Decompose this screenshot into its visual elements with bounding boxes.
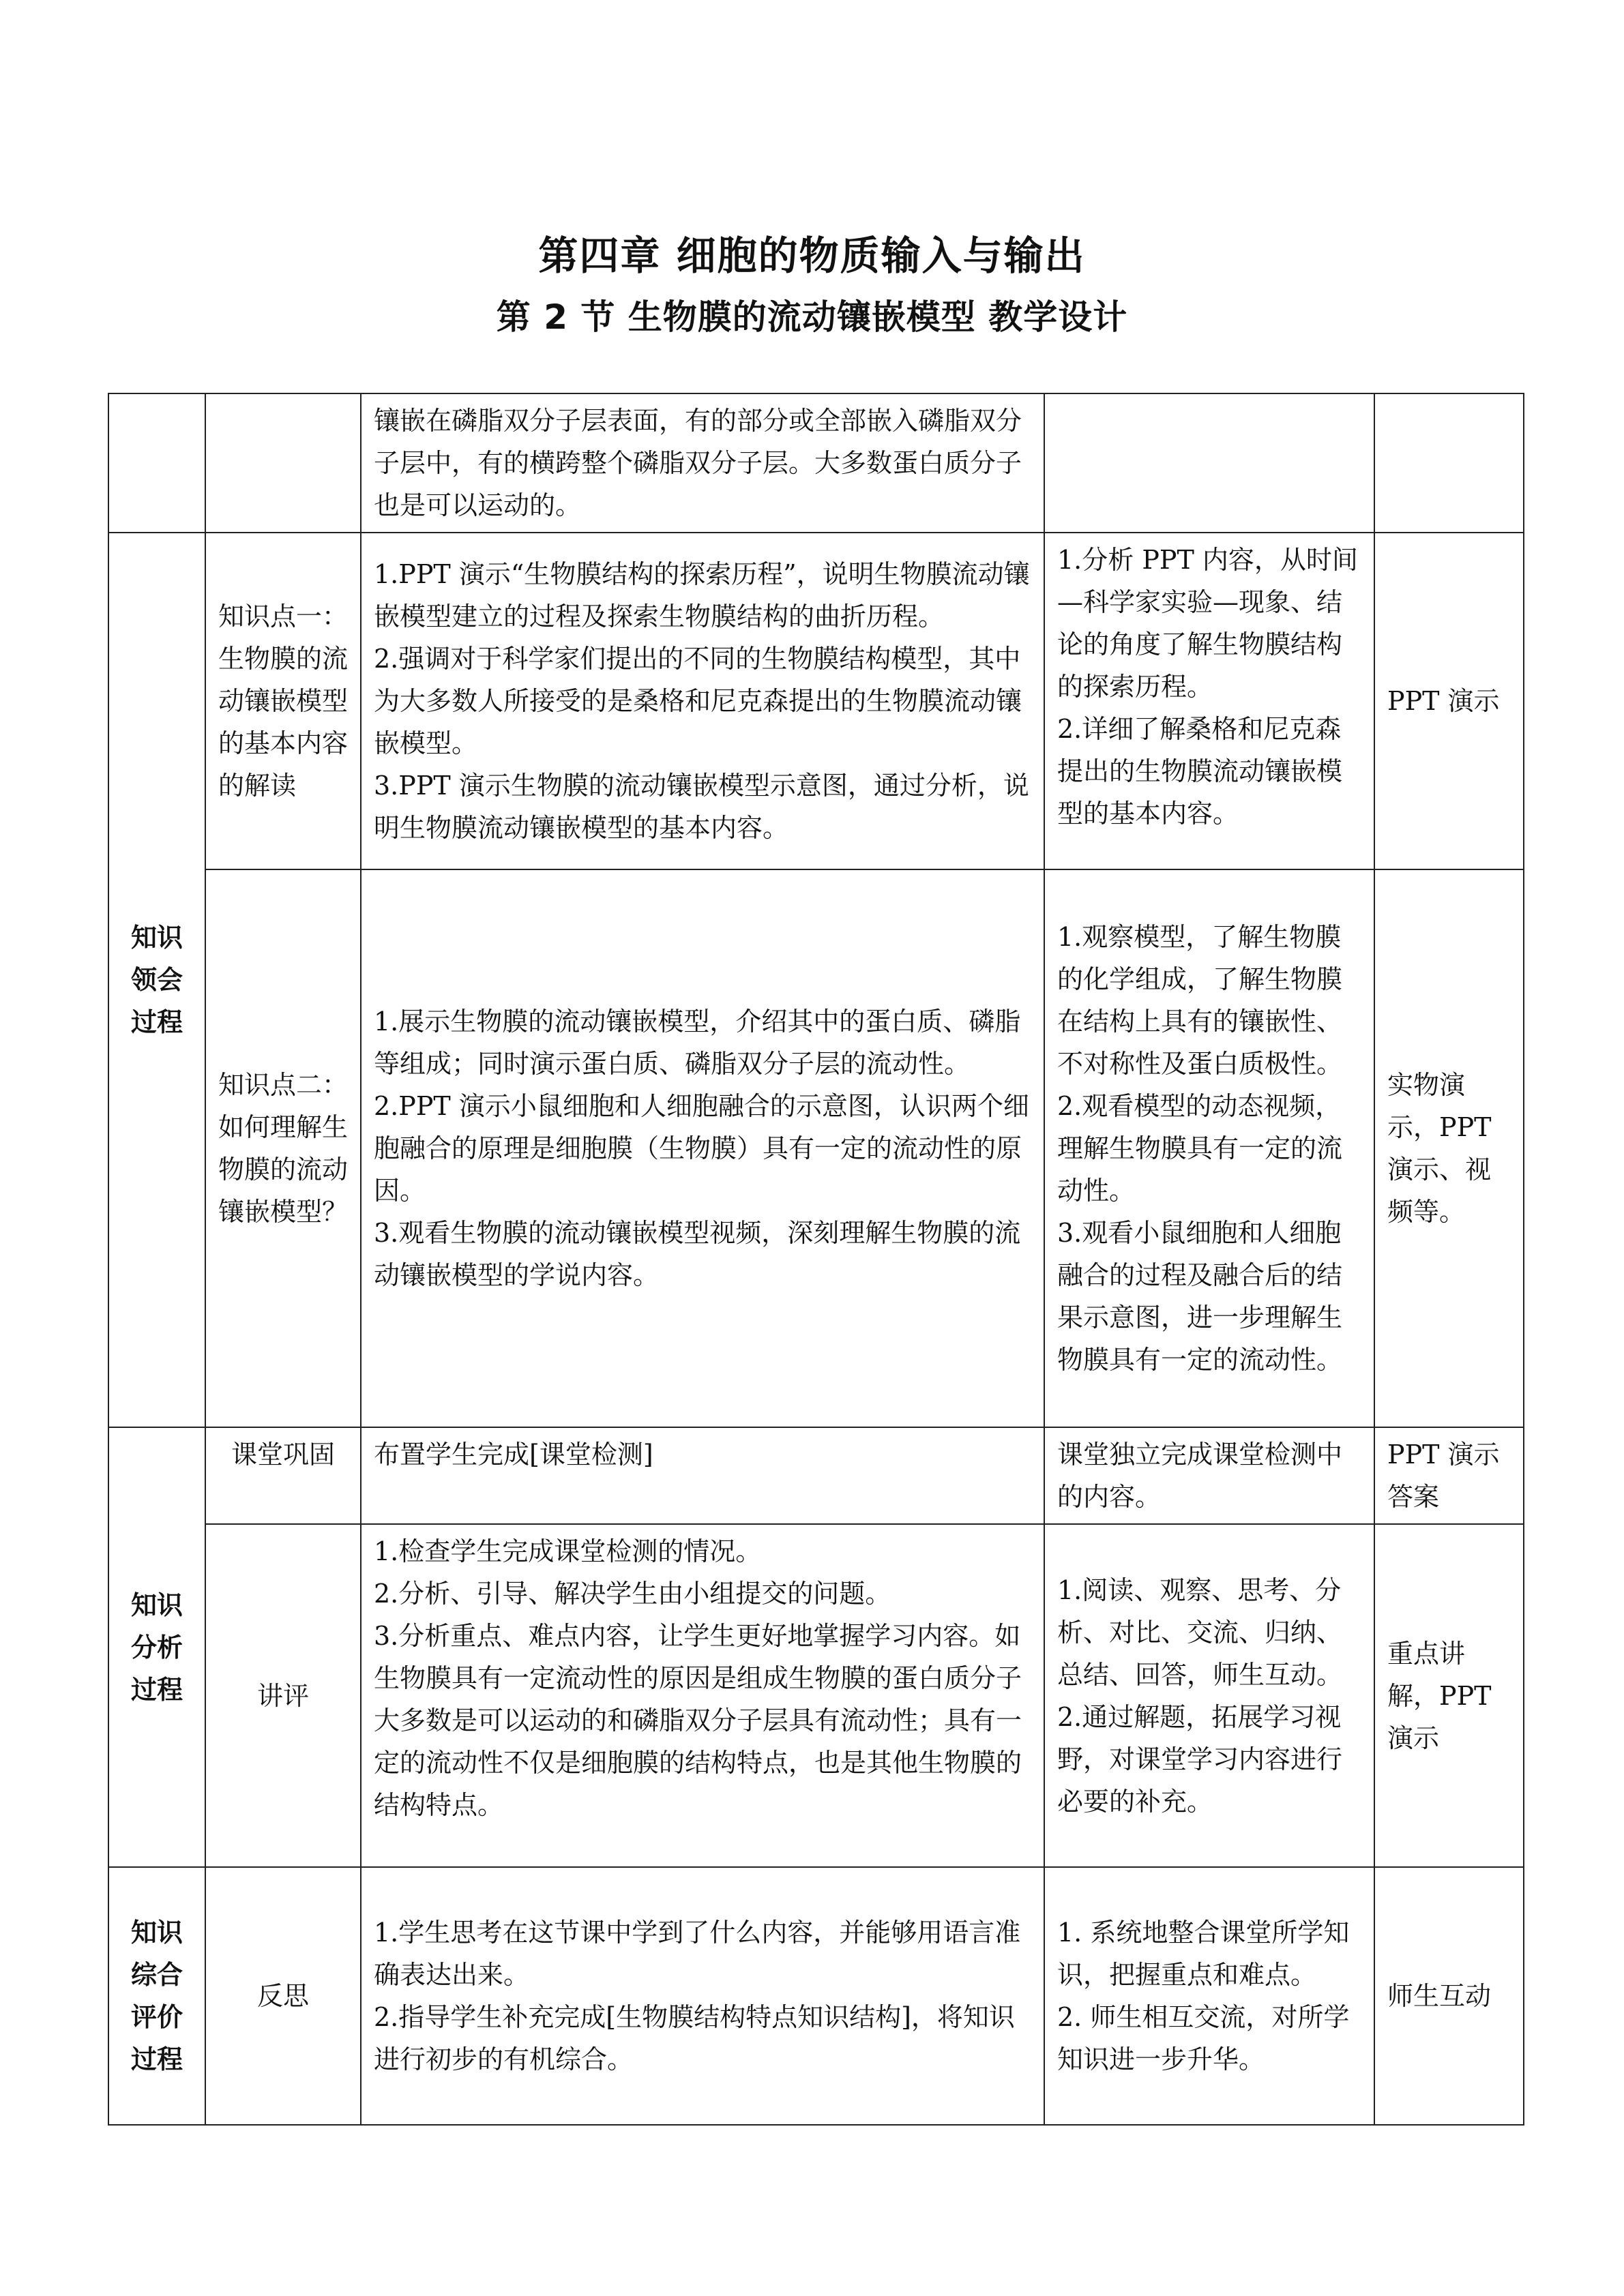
- teacher-activity-cell: [361, 1867, 1044, 2125]
- teacher-step: 2.指导学生补充完成[生物膜结构特点知识结构]，将知识进行初步的有机综合。: [374, 2002, 1015, 2074]
- table-row-review: [108, 1524, 1524, 1867]
- teacher-activity-cell: [361, 869, 1044, 1427]
- teacher-step: 1.学生思考在这节课中学到了什么内容，并能够用语言准确表达出来。: [374, 1918, 1021, 1990]
- teacher-step: 1.PPT 演示“生物膜结构的探索历程”，说明生物膜流动镶嵌模型建立的过程及探索生物膜结构的曲折历程。: [374, 559, 1030, 631]
- student-activity-cell: 1.阅读、观察、思考、分析、对比、交流、归纳、总结、回答，师生互动。2.通过解题，拓展学习视野，对课堂学习内容进行必要的补充。: [1044, 1524, 1374, 1867]
- student-activity-cell: 课堂独立完成课堂检测中的内容。: [1044, 1427, 1374, 1524]
- teacher-step: 3.观看生物膜的流动镶嵌模型视频，深刻理解生物膜的流动镶嵌模型的学说内容。: [374, 1218, 1021, 1290]
- topic-cell-review: 讲评: [205, 1524, 361, 1867]
- topic-cell-empty: [205, 393, 361, 533]
- table-row-reflection: [108, 1867, 1524, 2125]
- student-activity-cell: [1044, 533, 1374, 869]
- teacher-activity-cell: [361, 533, 1044, 869]
- topic-cell-consolidation: 课堂巩固: [205, 1427, 361, 1524]
- teacher-step: 2.PPT 演示小鼠细胞和人细胞融合的示意图，认识两个细胞融合的原理是细胞膜（生物膜）具有一定的流动性的原因。: [374, 1091, 1029, 1206]
- teacher-activity-cell: 布置学生完成[课堂检测]: [361, 1427, 1044, 1524]
- student-step: 3.观看小鼠细胞和人细胞融合的过程及融合后的结果示意图，进一步理解生物膜具有一定的流动性。: [1057, 1218, 1343, 1375]
- table-row-consolidation: [108, 1427, 1524, 1524]
- media-cell: PPT 演示: [1374, 533, 1524, 869]
- title-block: [0, 228, 1624, 344]
- stage-cell-empty: [108, 393, 205, 533]
- section-title: 第 2 节 生物膜的流动镶嵌模型 教学设计: [496, 297, 1128, 337]
- student-step: 1.观察模型，了解生物膜的化学组成，了解生物膜在结构上具有的镶嵌性、不对称性及蛋白质极性。: [1057, 922, 1343, 1079]
- stage-cell-evaluation: 知识综合评价过程: [108, 1867, 205, 2125]
- teacher-step: 2.分析、引导、解决学生由小组提交的问题。: [374, 1579, 891, 1609]
- student-activity-cell: [1044, 869, 1374, 1427]
- table-row-kp2: [108, 869, 1524, 1427]
- lesson-plan-table: [108, 393, 1524, 2126]
- teacher-activity-cell: 镶嵌在磷脂双分子层表面，有的部分或全部嵌入磷脂双分子层中，有的横跨整个磷脂双分子层。大多数蛋白质分子也是可以运动的。: [361, 393, 1044, 533]
- student-activity-cell: [1044, 1867, 1374, 2125]
- teacher-step: 1.检查学生完成课堂检测的情况。: [374, 1536, 762, 1566]
- student-activity-cell-empty: [1044, 393, 1374, 533]
- topic-cell-reflection: 反思: [205, 1867, 361, 2125]
- teacher-step: 1.展示生物膜的流动镶嵌模型，介绍其中的蛋白质、磷脂等组成；同时演示蛋白质、磷脂双分子层的流动性。: [374, 1007, 1021, 1079]
- media-cell-empty: [1374, 393, 1524, 533]
- topic-cell-kp2: 知识点二：如何理解生物膜的流动镶嵌模型？: [205, 869, 361, 1427]
- teacher-step: 2.强调对于科学家们提出的不同的生物膜结构模型，其中为大多数人所接受的是桑格和尼克森提出的生物膜流动镶嵌模型。: [374, 644, 1022, 758]
- student-step: 2. 师生相互交流，对所学知识进一步升华。: [1057, 2002, 1350, 2074]
- student-step: 2.观看模型的动态视频，理解生物膜具有一定的流动性。: [1057, 1091, 1343, 1206]
- media-cell: 师生互动: [1374, 1867, 1524, 2125]
- topic-cell-kp1: 知识点一：生物膜的流动镶嵌模型的基本内容的解读: [205, 533, 361, 869]
- table-row-continued: [108, 393, 1524, 533]
- teacher-step: 3.分析重点、难点内容，让学生更好地掌握学习内容。如生物膜具有一定流动性的原因是组成生物膜的蛋白质分子大多数是可以运动的和磷脂双分子层具有流动性；具有一定的流动性不仅是细胞膜的结构特点，也是其他生物膜的结构特点。: [374, 1621, 1022, 1820]
- teacher-activity-cell: [361, 1524, 1044, 1867]
- stage-cell-comprehension: 知识领会过程: [108, 533, 205, 1427]
- student-step: 2.详细了解桑格和尼克森提出的生物膜流动镶嵌模型的基本内容。: [1057, 714, 1343, 829]
- media-cell: 重点讲解，PPT 演示: [1374, 1524, 1524, 1867]
- teacher-step: 3.PPT 演示生物膜的流动镶嵌模型示意图，通过分析，说明生物膜流动镶嵌模型的基本内容。: [374, 771, 1029, 843]
- chapter-title: 第四章 细胞的物质输入与输出: [538, 233, 1086, 279]
- media-cell: PPT 演示答案: [1374, 1427, 1524, 1524]
- student-step: 1.分析 PPT 内容，从时间—科学家实验—现象、结论的角度了解生物膜结构的探索历程。: [1057, 545, 1358, 702]
- stage-cell-analysis: 知识分析过程: [108, 1427, 205, 1867]
- student-step: 1. 系统地整合课堂所学知识，把握重点和难点。: [1057, 1918, 1350, 1990]
- media-cell: 实物演示，PPT 演示、视频等。: [1374, 869, 1524, 1427]
- table-row-kp1: [108, 533, 1524, 869]
